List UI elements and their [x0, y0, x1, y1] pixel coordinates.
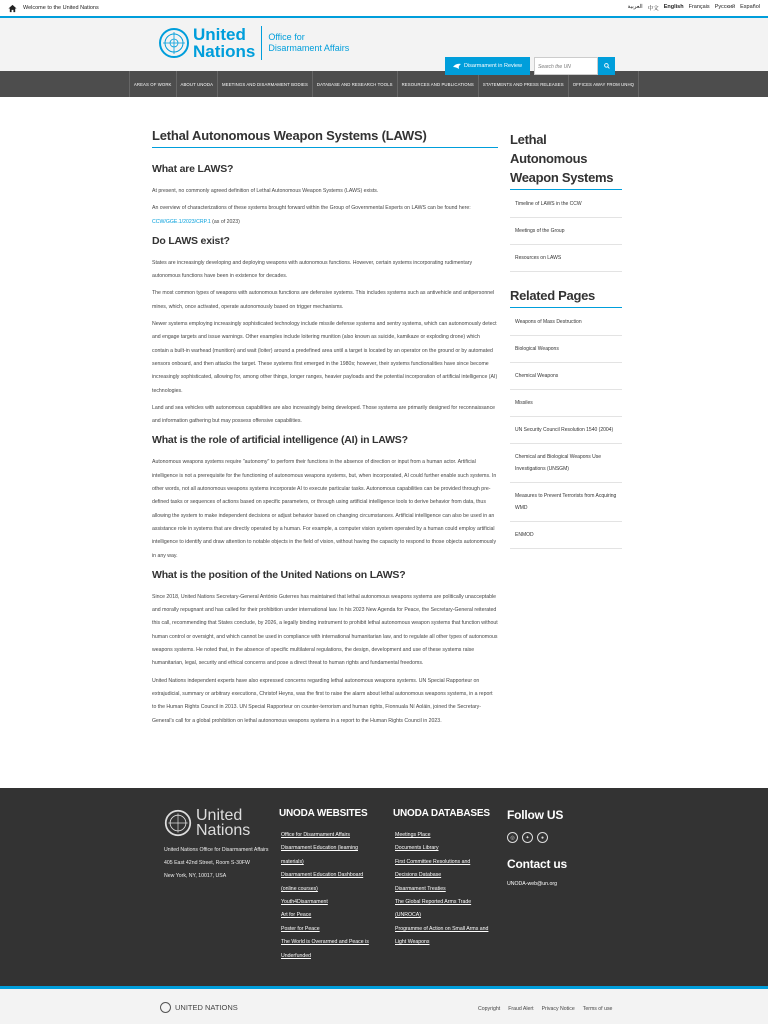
footer-link[interactable]: Disarmament Education Dashboard (online courses) — [281, 872, 364, 892]
nav-database[interactable]: DATABASE AND RESEARCH TOOLS — [313, 71, 398, 97]
welcome-area — [8, 4, 99, 13]
flickr-icon[interactable]: ● — [537, 832, 548, 843]
sidebar-link[interactable]: Resources on LAWS — [510, 245, 622, 272]
sidebar-link[interactable]: Chemical Weapons — [510, 363, 622, 390]
site-footer — [0, 788, 768, 986]
main-content — [152, 128, 498, 732]
search-box — [534, 57, 615, 75]
language-switcher — [628, 4, 760, 12]
heading-role-of-ai: What is the role of artificial intelligence (AI) in LAWS? — [152, 434, 408, 447]
footer-contact-heading: Contact us — [507, 857, 568, 871]
dove-icon — [453, 63, 461, 70]
nav-resources[interactable]: RESOURCES AND PUBLICATIONS — [398, 71, 479, 97]
footer-follow-heading: Follow US — [507, 808, 564, 822]
sidebar-link[interactable]: ENMOD — [510, 522, 622, 549]
lang-russian[interactable]: Русский — [714, 4, 736, 10]
search-input[interactable]: Search the UN — [534, 57, 598, 75]
social-links — [507, 832, 607, 843]
paragraph-text: An overview of characterizations of these systems brought forward within the Group of Governmental Experts on LAWS can be found here: — [152, 205, 471, 212]
footer-logo-line2: Nations — [196, 822, 251, 839]
sidebar-link[interactable]: Biological Weapons — [510, 336, 622, 363]
paragraph: United Nations independent experts have also expressed concerns regarding lethal autonomous weapons systems. UN Special Rapporteur on extrajudicial, summary or arbitrary executions, Christof Heyns, was the first to raise the alarm about lethal autonomous weapons systems, in a report to the Human Rights Council in 2013. UN Special Rapporteur on counter-terrorism and human rights, Fionnuala Ní Aoláin, joined the Secretary-General's call for a global prohibition on lethal autonomous weapons systems in a report to the Human Rights Council in 2023. — [152, 677, 493, 724]
sidebar-link[interactable]: Measures to Prevent Terrorists from Acquiring WMD — [510, 483, 622, 522]
lang-french[interactable]: Français — [688, 4, 710, 10]
footer-link[interactable]: Disarmament Education (learning materials) — [281, 845, 358, 865]
twitter-icon[interactable]: ✦ — [522, 832, 533, 843]
footer-link[interactable]: Documents Library — [395, 845, 439, 852]
footer-un-logo[interactable] — [164, 808, 250, 838]
nav-meetings[interactable]: MEETINGS AND DISARMAMENT BODIES — [218, 71, 313, 97]
heading-un-position: What is the position of the United Nations on LAWS? — [152, 568, 406, 581]
footer-databases — [393, 808, 493, 950]
home-icon[interactable] — [8, 4, 17, 13]
footer-link[interactable]: The World is Overarmed and Peace is Underfunded — [281, 939, 369, 959]
sidebar-link[interactable]: Timeline of LAWS in the CCW — [510, 190, 622, 218]
nav-statements[interactable]: STATEMENTS AND PRESS RELEASES — [479, 71, 569, 97]
address-line: New York, NY, 10017, USA — [164, 873, 227, 879]
footer-link[interactable]: Programme of Action on Small Arms and Light Weapons — [395, 925, 489, 946]
page-title: Lethal Autonomous Weapon Systems (LAWS) — [152, 128, 498, 148]
fraud-alert-link[interactable]: Fraud Alert — [508, 1006, 534, 1012]
address-line: United Nations Office for Disarmament Affairs — [164, 847, 269, 853]
contact-email[interactable]: UNODA-web@un.org — [507, 881, 557, 887]
copyright-link[interactable]: Copyright — [478, 1006, 501, 1012]
footer-logo-line1: United — [196, 807, 243, 824]
disarmament-in-review-button[interactable] — [445, 57, 530, 75]
un-emblem-icon — [164, 809, 192, 837]
footer-link[interactable]: Poster for Peace — [281, 925, 320, 932]
paragraph-tail: (as of 2023) — [212, 218, 240, 225]
footer-logo-text — [196, 808, 250, 838]
lang-english[interactable]: English — [663, 4, 684, 10]
nav-about-unoda[interactable]: ABOUT UNODA — [177, 71, 219, 97]
lang-chinese[interactable]: 中文 — [647, 6, 659, 12]
paragraph: States are increasingly developing and deploying weapons with autonomous functions. However, certain systems incorporating rudimentary autonomous functions have been in existence for decades. — [152, 259, 473, 280]
address-line: 405 East 42nd Street, Room S-30FW — [164, 860, 250, 866]
sidebar-link[interactable]: Weapons of Mass Destruction — [510, 308, 622, 336]
bottom-bar — [0, 986, 768, 1024]
footer-link[interactable]: Art for Peace — [281, 912, 312, 919]
welcome-text[interactable]: Welcome to the United Nations — [23, 5, 99, 11]
nav-offices[interactable]: OFFICES AWAY FROM UNHQ — [569, 71, 639, 97]
sidebar-laws-links — [510, 190, 622, 272]
heading-do-laws-exist: Do LAWS exist? — [152, 234, 230, 247]
un-logo[interactable] — [158, 26, 349, 60]
logo-line2: Nations — [193, 42, 256, 61]
sidebar-heading-related: Related Pages — [510, 286, 622, 308]
ccw-document-link[interactable]: CCW/GGE.1/2023/CRP.1 — [152, 218, 211, 225]
footer-link[interactable]: Office for Disarmament Affairs — [281, 832, 350, 838]
un-emblem-icon — [158, 27, 190, 59]
sidebar-link[interactable]: Meetings of the Group — [510, 218, 622, 245]
paragraph: At present, no commonly agreed definition of Lethal Autonomous Weapon Systems (LAWS) exists. — [152, 188, 379, 194]
bottom-brand[interactable] — [160, 1002, 238, 1013]
logo-divider — [261, 26, 262, 60]
nav-areas-of-work[interactable]: AREAS OF WORK — [129, 71, 177, 97]
footer-follow — [507, 808, 607, 887]
legal-links — [478, 1006, 612, 1012]
footer-websites — [279, 808, 374, 963]
sidebar-link[interactable]: Chemical and Biological Weapons Use Investigations (UNSGM) — [510, 444, 622, 483]
footer-link[interactable]: First Committee Resolutions and Decisions Database — [395, 858, 471, 879]
logo-text — [193, 26, 255, 60]
lang-spanish[interactable]: Español — [740, 4, 760, 10]
footer-databases-heading: UNODA DATABASES — [393, 808, 490, 819]
sidebar-related-links — [510, 308, 622, 549]
paragraph-with-link — [152, 202, 498, 229]
logo-line1: United — [193, 25, 246, 44]
footer-link[interactable]: The Global Reported Arms Trade (UNROCA) — [395, 899, 472, 919]
office-line1: Office for — [268, 32, 305, 42]
site-header — [0, 18, 768, 71]
lang-arabic[interactable]: العربية — [627, 4, 643, 10]
sidebar-link[interactable]: UN Security Council Resolution 1540 (2004) — [510, 417, 622, 444]
footer-link[interactable]: Meetings Place — [395, 832, 431, 838]
instagram-icon[interactable]: ◎ — [507, 832, 518, 843]
paragraph: Newer systems employing increasingly sophisticated technology include missile defense systems and sentry systems, which can autonomously detect and engage targets and issue warnings. Other examples include loitering munition (also known as suicide, kamikaze or exploding drone) which contain a built-in warhead (munition) and wait (loiter) around a predefined area until a target is located by an operator on the ground or by automated sensors onboard, and then attacks the target. These systems first emerged in the 1980s; however, their systems functionalities have since become increasingly sophisticated, allowing for, among other things, longer ranges, heavier payloads and the potential incorporation of artificial intelligence (AI) technologies. — [152, 321, 498, 394]
top-bar — [0, 0, 768, 18]
footer-websites-heading: UNODA WEBSITES — [279, 808, 368, 819]
footer-link[interactable]: Disarmament Treaties — [395, 885, 446, 892]
footer-address — [164, 844, 270, 883]
un-emblem-icon — [160, 1002, 171, 1013]
search-button[interactable] — [598, 57, 615, 75]
paragraph: Land and sea vehicles with autonomous capabilities are also increasingly being developed. Those systems are primarily designed for reconnaissance and information gathering but may possess offensive capabilities. — [152, 404, 496, 425]
heading-what-are-laws: What are LAWS? — [152, 163, 234, 175]
footer-link[interactable]: Youth4Disarmament — [281, 899, 328, 906]
bottom-brand-text: UNITED NATIONS — [175, 1003, 238, 1012]
office-name — [268, 32, 349, 54]
privacy-notice-link[interactable]: Privacy Notice — [541, 1006, 575, 1012]
terms-of-use-link[interactable]: Terms of use — [582, 1006, 613, 1012]
paragraph: Autonomous weapons systems require "autonomy" to perform their functions in the absence of direction or input from a human actor. Artificial intelligence is not a prerequisite for the functioning of autonomous weapons systems, but, when incorporated, AI could further enable such systems. In other words, not all autonomous weapons systems incorporate AI to execute particular tasks. Autonomous capabilities can be provided through pre-defined tasks or sequences of actions based on specific parameters, or through using artificial intelligence tools to derive behavior from data, thus allowing the system to make independent decisions or adjust behavior based on changing circumstances. Artificial intelligence can also be used in an assistance role in systems that are directly operated by a human. For example, a computer vision system operated by a human could employ artificial intelligence to identify and draw attention to notable objects in the field of vision, without having the capacity to respond to those objects autonomously in any way. — [152, 459, 497, 559]
sidebar-heading-laws: Lethal Autonomous Weapon Systems — [510, 130, 622, 190]
sidebar-link[interactable]: Missiles — [510, 390, 622, 417]
office-line2: Disarmament Affairs — [268, 43, 350, 53]
review-button-label: Disarmament in Review — [463, 63, 523, 69]
main-nav — [0, 71, 768, 97]
paragraph: Since 2018, United Nations Secretary-General António Guterres has maintained that lethal autonomous weapons systems are politically unacceptable and morally repugnant and has called for their prohibition under international law. In his 2023 New Agenda for Peace, the Secretary-General reiterated this call, recommending that States conclude, by 2026, a legally binding instrument to prohibit lethal autonomous weapon systems that function without human control or oversight, and which cannot be used in compliance with international humanitarian law, and to regulate all other types of autonomous weapons systems. He noted that, in the absence of specific multilateral regulations, the design, development and use of these systems raise humanitarian, legal, security and ethical concerns and pose a direct threat to human rights and fundamental freedoms. — [152, 593, 498, 667]
search-icon — [604, 63, 610, 69]
sidebar — [510, 130, 622, 563]
paragraph: The most common types of weapons with autonomous functions are defensive systems. This includes systems such as antivehicle and antipersonnel mines, which, once activated, operate autonomously based on trigger mechanisms. — [152, 290, 495, 310]
